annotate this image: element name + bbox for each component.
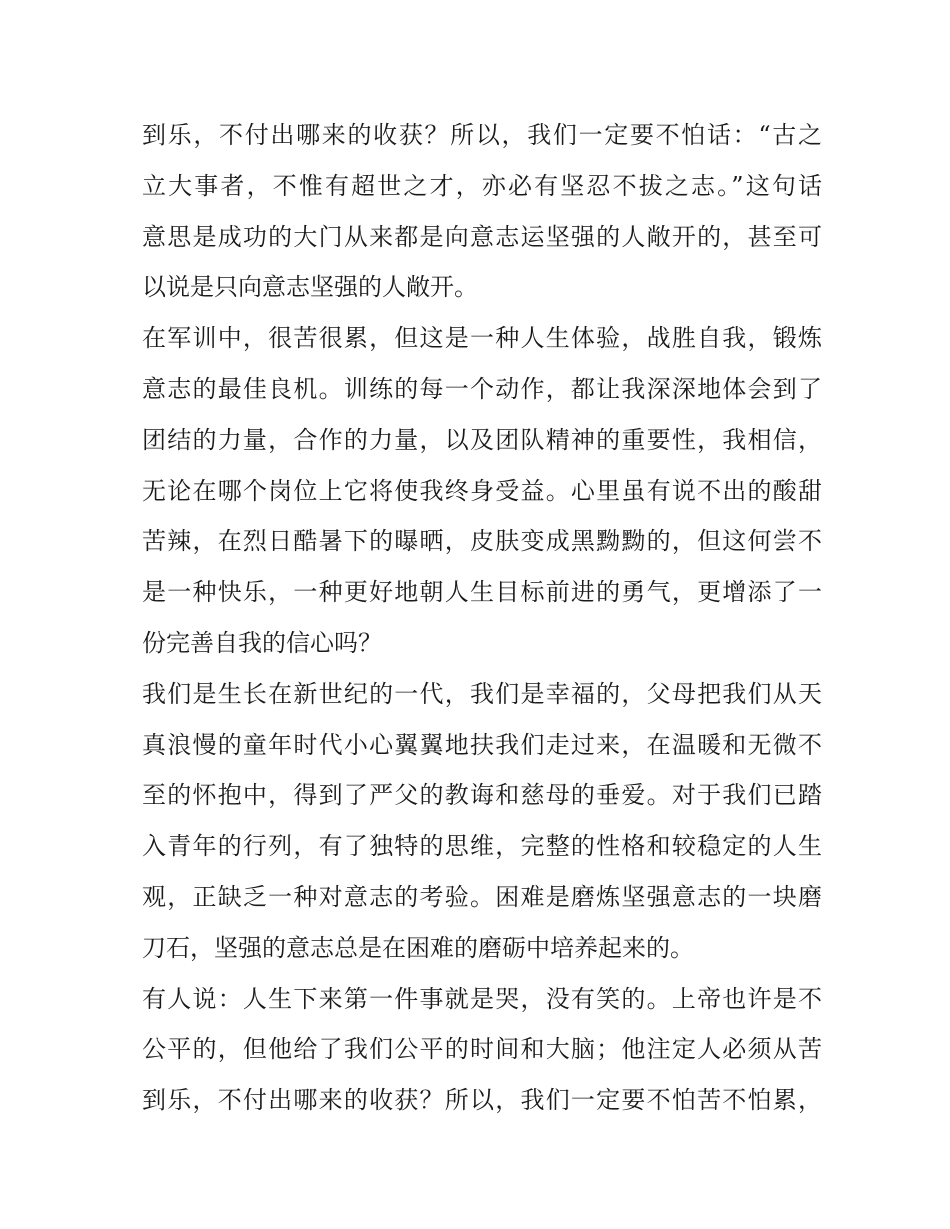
text-line: 团结的力量，合作的力量，以及团队精神的重要性，我相信， — [142, 425, 822, 454]
text-line: 观，正缺乏一种对意志的考验。困难是磨炼坚强意志的一块磨 — [142, 882, 822, 911]
text-line: 意思是成功的大门从来都是向意志运坚强的人敞开的，甚至可 — [142, 222, 822, 251]
text-line: 刀石，坚强的意志总是在困难的磨砺中培养起来的。 — [142, 933, 694, 962]
text-line: 我们是生长在新世纪的一代，我们是幸福的，父母把我们从天 — [142, 679, 822, 708]
body-text — [142, 110, 822, 1126]
text-line: 立大事者，不惟有超世之才，亦必有坚忍不拔之志。”这句话 — [142, 171, 822, 200]
text-line: 无论在哪个岗位上它将使我终身受益。心里虽有说不出的酸甜 — [142, 476, 822, 505]
text-line: 至的怀抱中，得到了严父的教诲和慈母的垂爱。对于我们已踏 — [142, 781, 822, 810]
text-line: 份完善自我的信心吗？ — [142, 628, 382, 657]
text-line: 苦辣，在烈日酷暑下的曝晒，皮肤变成黑黝黝的，但这何尝不 — [142, 527, 822, 556]
text-line: 以说是只向意志坚强的人敞开。 — [142, 273, 478, 302]
text-line: 在军训中，很苦很累，但这是一种人生体验，战胜自我，锻炼 — [142, 324, 822, 353]
text-line: 是一种快乐，一种更好地朝人生目标前进的勇气，更增添了一 — [142, 578, 822, 607]
text-line: 真浪慢的童年时代小心翼翼地扶我们走过来，在温暖和无微不 — [142, 730, 822, 759]
text-line: 公平的，但他给了我们公平的时间和大脑；他注定人必须从苦 — [142, 1035, 822, 1064]
text-line: 到乐，不付出哪来的收获？所以，我们一定要不怕苦不怕累， — [142, 1086, 822, 1115]
text-line: 入青年的行列，有了独特的思维，完整的性格和较稳定的人生 — [142, 832, 822, 861]
text-line: 意志的最佳良机。训练的每一个动作，都让我深深地体会到了 — [142, 374, 822, 403]
text-line: 有人说：人生下来第一件事就是哭，没有笑的。上帝也许是不 — [142, 984, 822, 1013]
text-line: 到乐，不付出哪来的收获？所以，我们一定要不怕话：“古之 — [142, 121, 822, 149]
